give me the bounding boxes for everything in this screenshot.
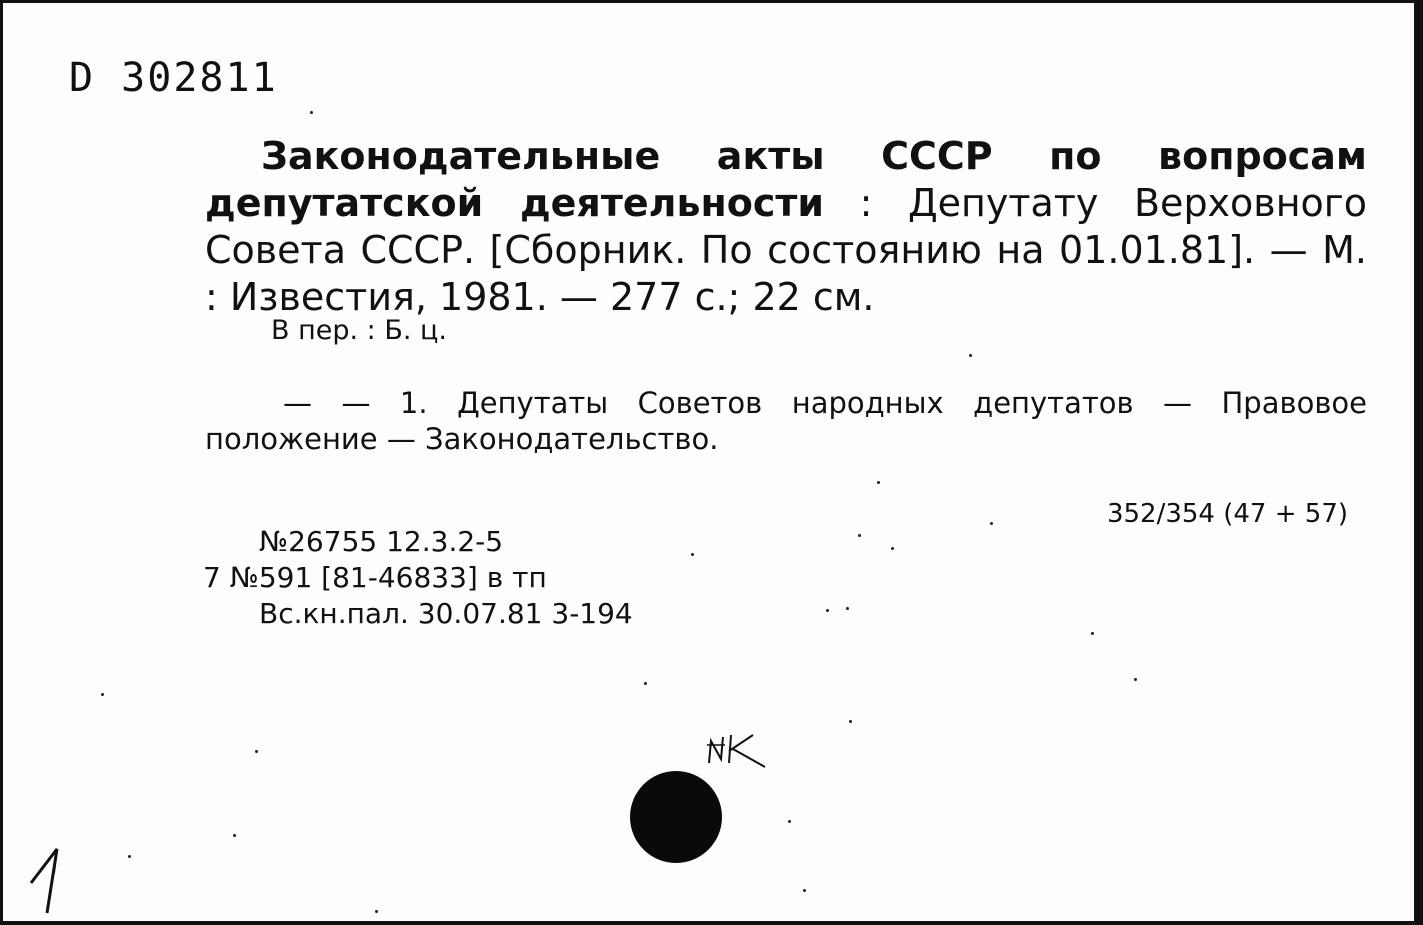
speck <box>310 111 313 114</box>
speck <box>803 889 806 892</box>
handwritten-sequence-mark <box>27 843 67 918</box>
speck <box>375 910 378 913</box>
classification-index: 352/354 (47 + 57) <box>1106 499 1348 529</box>
technical-line-3: Вс.кн.пал. 30.07.81 3-194 <box>259 597 633 630</box>
speck <box>891 547 894 550</box>
binding-price-line: В пер. : Б. ц. <box>271 315 448 346</box>
speck <box>990 522 993 525</box>
handwritten-initials-mark <box>703 723 773 773</box>
speck <box>255 750 258 753</box>
call-number: D 302811 <box>69 55 278 101</box>
speck <box>846 607 849 610</box>
speck <box>128 855 131 858</box>
speck <box>1091 632 1094 635</box>
title-rest: : Депутату Верховного Совета СССР. [Сборник. По состоянию на 01.01.81]. — М. : Известия, 1981. — 277 с.; 22 см. <box>205 181 1367 319</box>
speck <box>233 834 236 837</box>
bibliographic-description <box>205 133 1367 321</box>
title-bold: Законодательные акты СССР по вопросам депутатской деятельности <box>205 134 1367 225</box>
speck <box>644 682 647 685</box>
speck <box>826 609 829 612</box>
speck <box>858 534 861 537</box>
technical-line-2: 7 №591 [81-46833] в тп <box>203 561 547 594</box>
speck <box>1134 678 1137 681</box>
technical-line-1: №26755 12.3.2-5 <box>259 525 504 558</box>
speck <box>877 481 880 484</box>
punch-hole <box>630 771 722 863</box>
speck <box>691 553 694 556</box>
subject-headings: — — 1. Депутаты Советов народных депутатов — Правовое положение — Законодательство. <box>205 386 1367 456</box>
speck <box>788 820 791 823</box>
speck <box>969 354 972 357</box>
speck <box>849 720 852 723</box>
speck <box>101 693 104 696</box>
